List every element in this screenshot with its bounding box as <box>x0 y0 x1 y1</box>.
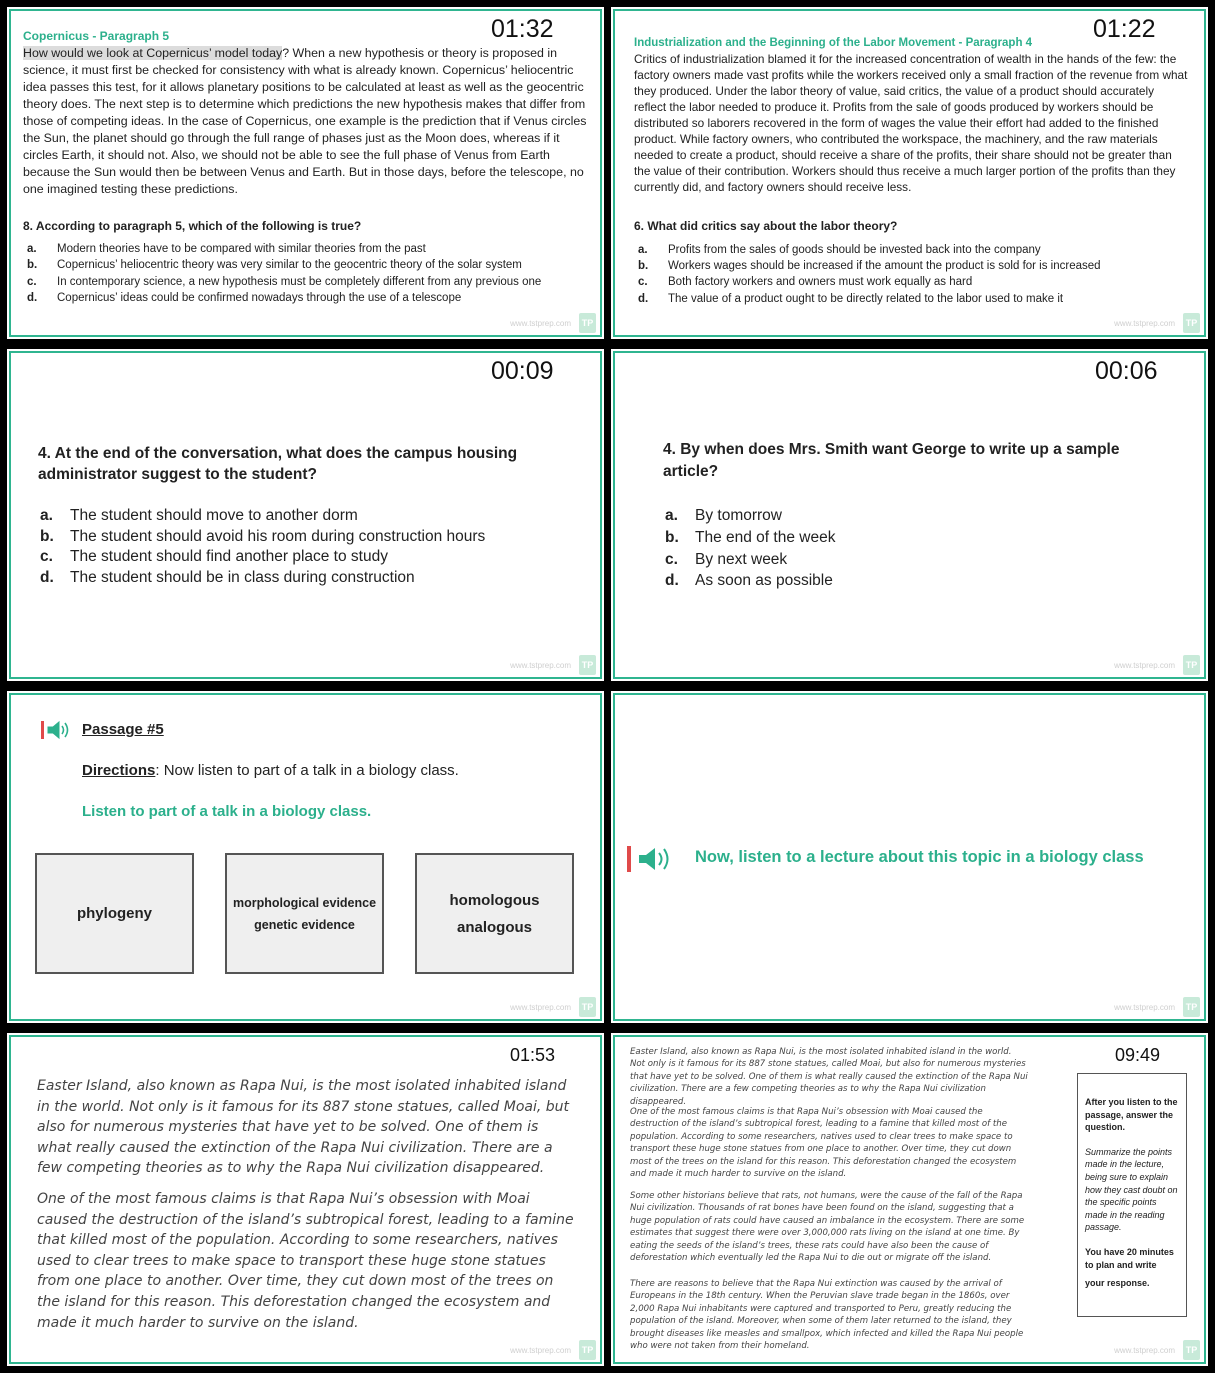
tile-homologous-analogous: homologous analogous <box>415 853 574 974</box>
answer-options <box>638 242 1178 307</box>
listen-prompt: Listen to part of a talk in a biology class. <box>82 803 372 820</box>
answer-option[interactable] <box>638 258 1178 274</box>
speaker-icon[interactable] <box>627 844 677 874</box>
watermark: www.tstprep.com TP <box>1114 997 1200 1017</box>
tstprep-logo-icon: TP <box>1183 997 1200 1017</box>
timer: 01:22 <box>1093 15 1156 43</box>
reading-paragraph: Some other historians believe that rats, not humans, were the cause of the fall of the Rapa Nui civilization. Thousands of rat bones have been found on the island, suggesting that a huge population of rats could have caused an imbalance in the ecosystem. There are some estimates that suggest there were over 3,000,000 rats living on the island at one time. By eating the seeds of the island’s trees, these rats could have also been the cause of deforestation which eventually led the Rapa Nui to die out or migrate off the island. <box>630 1191 1025 1264</box>
watermark: www.tstprep.com TP <box>510 313 596 333</box>
tstprep-logo-icon: TP <box>579 655 596 675</box>
option-letter: d. <box>27 291 38 304</box>
slide-listening-intro <box>4 688 607 1026</box>
option-letter: d. <box>638 292 649 305</box>
watermark: www.tstprep.com TP <box>1114 1340 1200 1360</box>
answer-option[interactable] <box>40 568 580 589</box>
instructions-box <box>1077 1073 1187 1317</box>
directions <box>82 762 459 779</box>
option-text: The end of the week <box>695 528 836 546</box>
answer-option[interactable] <box>40 547 580 568</box>
watermark: www.tstprep.com TP <box>510 655 596 675</box>
timer: 09:49 <box>1115 1045 1161 1065</box>
reading-paragraph: One of the most famous claims is that Rapa Nui’s obsession with Moai caused the destruction of the island’s subtropical forest, leading to a famine that killed most of the population. According to some researchers, natives used to clear trees to make space to transport these huge stone statues from one place to another. Over time, they cut down most of the trees on the island for this reason. This deforestation changed the ecosystem and made it much harder to survive on the island. <box>630 1107 1017 1180</box>
timer: 00:09 <box>491 357 554 385</box>
answer-option[interactable] <box>638 291 1178 307</box>
tstprep-logo-icon: TP <box>1183 655 1200 675</box>
slide-lecture-prompt <box>608 688 1211 1026</box>
slide-writing-task <box>608 1030 1211 1369</box>
question-text: 8. According to paragraph 5, which of the following is true? <box>23 219 362 233</box>
option-letter: a. <box>27 243 37 255</box>
watermark: www.tstprep.com TP <box>1114 655 1200 675</box>
box-instruction: After you listen to the passage, answer the question. <box>1085 1097 1178 1133</box>
passage-title: Copernicus - Paragraph 5 <box>23 29 170 43</box>
answer-option[interactable] <box>638 242 1178 258</box>
option-letter: c. <box>665 550 678 568</box>
option-text: Modern theories have to be compared with similar theories from the past <box>57 243 426 255</box>
timer: 01:32 <box>491 15 554 43</box>
reading-paragraph: There are reasons to believe that the Rapa Nui extinction was caused by the arrival of Europeans in the 18th century. When the Peruvian slave trade began in the 1860s, over 2,000 Rapa Nui inhabitants were captured and transported to Peru, greatly reducing the population of the island. Moreover, when some of them later returned to the island, they brought diseases like measles and smallpox, which infected and killed the Rapa Nui people who were not taken from their homeland. <box>630 1279 1024 1352</box>
option-text: The student should be in class during construction <box>70 569 415 587</box>
reading-paragraph <box>23 45 595 198</box>
slide-easter-island-reading <box>4 1030 607 1369</box>
option-letter: b. <box>638 260 649 273</box>
tstprep-logo-icon: TP <box>1183 1340 1200 1360</box>
answer-options <box>27 241 582 306</box>
option-text: In contemporary science, a new hypothesis must be completely different from any previous one <box>57 275 542 288</box>
passage-title: Industrialization and the Beginning of the Labor Movement - Paragraph 4 <box>634 37 1033 49</box>
speaker-icon[interactable] <box>41 719 73 741</box>
tstprep-logo-icon: TP <box>579 1340 596 1360</box>
answer-option[interactable] <box>665 527 1165 549</box>
answer-option[interactable] <box>27 257 582 273</box>
answer-option[interactable] <box>665 549 1165 571</box>
option-text: By tomorrow <box>695 507 782 524</box>
question-text: 4. At the end of the conversation, what does the campus housing administrator suggest to the student? <box>38 445 518 483</box>
answer-option[interactable] <box>665 505 1165 527</box>
answer-option[interactable] <box>27 290 582 306</box>
tstprep-logo-icon: TP <box>579 313 596 333</box>
reading-paragraph: Easter Island, also known as Rapa Nui, is the most isolated inhabited island in the world. Not only is it famous for its 887 stone statues, called Moai, but also for numerous mysteries that have yet to be solved. One of them is what really caused the extinction of the Rapa Nui civilization. There are a few competing theories as to why the Rapa Nui civilization disappeared. <box>630 1047 1028 1107</box>
answer-options <box>665 505 1165 592</box>
option-text: Copernicus’ ideas could be confirmed nowadays through the use of a telescope <box>57 291 462 304</box>
option-letter: d. <box>665 572 679 590</box>
question-text: 6. What did critics say about the labor theory? <box>634 219 898 233</box>
option-text: The student should avoid his room during construction hours <box>70 527 486 545</box>
watermark: www.tstprep.com TP <box>1114 313 1200 333</box>
option-text: The student should find another place to study <box>70 548 388 566</box>
option-text: By next week <box>695 550 788 568</box>
timer: 00:06 <box>1095 357 1158 385</box>
option-letter: a. <box>665 507 678 524</box>
directions-text: : Now listen to part of a talk in a biology class. <box>155 762 459 779</box>
option-text: Workers wages should be increased if the amount the product is sold for is increased <box>668 260 1101 273</box>
highlighted-text: How would we look at Copernicus’ model today <box>23 46 283 60</box>
lecture-prompt: Now, listen to a lecture about this topic in a biology class <box>695 848 1144 866</box>
directions-label: Directions <box>82 762 156 779</box>
box-time-continued: your response. <box>1085 1278 1150 1289</box>
tile-phylogeny: phylogeny <box>35 853 194 974</box>
box-time: You have 20 minutes to plan and write <box>1085 1246 1174 1270</box>
option-text: As soon as possible <box>695 572 833 590</box>
answer-option[interactable] <box>27 274 582 290</box>
answer-option[interactable] <box>665 570 1165 592</box>
reading-paragraph: Easter Island, also known as Rapa Nui, is the most isolated inhabited island in the world. Not only is it famous for its 887 stone statues, called Moai, but also for numerous mysteries that have yet to be solved. One of them is what really caused the extinction of the Rapa Nui civilization. There are a few competing theories as to why the Rapa Nui civilization disappeared. <box>37 1078 569 1177</box>
option-text: Profits from the sales of goods should be invested back into the company <box>668 244 1041 256</box>
option-letter: a. <box>638 244 648 256</box>
box-task: Summarize the points made in the lecture, being sure to explain how they cast doubt on the specific points made in the reading passage. <box>1085 1146 1178 1233</box>
option-letter: c. <box>638 276 648 289</box>
option-letter: d. <box>40 569 54 587</box>
option-letter: c. <box>27 275 37 288</box>
option-text: The value of a product ought to be directly related to the labor used to make it <box>668 292 1064 305</box>
answer-option[interactable] <box>27 241 582 257</box>
tstprep-logo-icon: TP <box>579 997 596 1017</box>
option-text: Both factory workers and owners must work equally as hard <box>668 276 973 289</box>
answer-option[interactable] <box>40 527 580 548</box>
slide-industrialization-reading <box>608 4 1211 342</box>
option-text: The student should move to another dorm <box>70 507 358 524</box>
answer-option[interactable] <box>40 506 580 527</box>
answer-options <box>40 506 580 589</box>
reading-paragraph: Critics of industrialization blamed it for the increased concentration of wealth in the hands of the few: the factory owners made vast profits while the workers received only a small fraction of the revenue from what they produced. Under the labor theory of value, said critics, the value of a product should accurately reflect the labor needed to produce it. Profits from the sale of goods produced by workers should be distributed so laborers recovered in the form of wages the value their effort had added to the finished product. While factory owners, who contributed the workspace, the machinery, and the raw materials needed to create a product, should receive a share of the profits, their share should not be greater than the value of their contribution. Workers should thus receive a much larger portion of the profits than they currently did, and factory owners should receive less. <box>634 52 1188 194</box>
answer-option[interactable] <box>638 274 1178 290</box>
slide-housing-question <box>4 346 607 684</box>
option-letter: b. <box>40 527 54 545</box>
watermark: www.tstprep.com TP <box>510 1340 596 1360</box>
reading-paragraph: One of the most famous claims is that Rapa Nui’s obsession with Moai caused the destruction of the island’s subtropical forest, leading to a famine that killed most of the population. According to some researchers, natives used to clear trees to make space to transport these huge stone statues from one place to another. Over time, they cut down most of the trees on the island for this reason. This deforestation changed the ecosystem and made it much harder to survive on the island. <box>37 1191 574 1331</box>
option-text: Copernicus’ heliocentric theory was very similar to the geocentric theory of the solar system <box>57 259 522 272</box>
passage-number: Passage #5 <box>82 721 164 738</box>
slide-article-question <box>608 346 1211 684</box>
option-letter: a. <box>40 507 53 524</box>
question-text: 4. By when does Mrs. Smith want George to write up a sample article? <box>663 441 1120 480</box>
option-letter: c. <box>40 548 53 566</box>
watermark: www.tstprep.com TP <box>510 997 596 1017</box>
slide-copernicus-reading <box>4 4 607 342</box>
tstprep-logo-icon: TP <box>1183 313 1200 333</box>
option-letter: b. <box>665 528 679 546</box>
tile-evidence: morphological evidence genetic evidence <box>225 853 384 974</box>
timer: 01:53 <box>510 1045 556 1065</box>
paragraph-text: ? When a new hypothesis or theory is proposed in science, it must first be checked for consistency with what is already known. Copernicus’ heliocentric idea passes this test, for it allows planetary positions to be calculated at least as well as the geocentric theory does. The next step is to determine which predictions the new hypothesis makes that differ from those of competing ideas. In the case of Copernicus, one example is the prediction that if Venus circles the Sun, the planet should go through the full range of phases just as the Moon does, whereas if it circles Earth, it should not. Also, we should not be able to see the full phase of Venus from Earth because the Sun would then be between Venus and Earth. But in those days, before the telescope, no one imagined testing these predictions. <box>23 46 587 196</box>
option-letter: b. <box>27 259 38 272</box>
